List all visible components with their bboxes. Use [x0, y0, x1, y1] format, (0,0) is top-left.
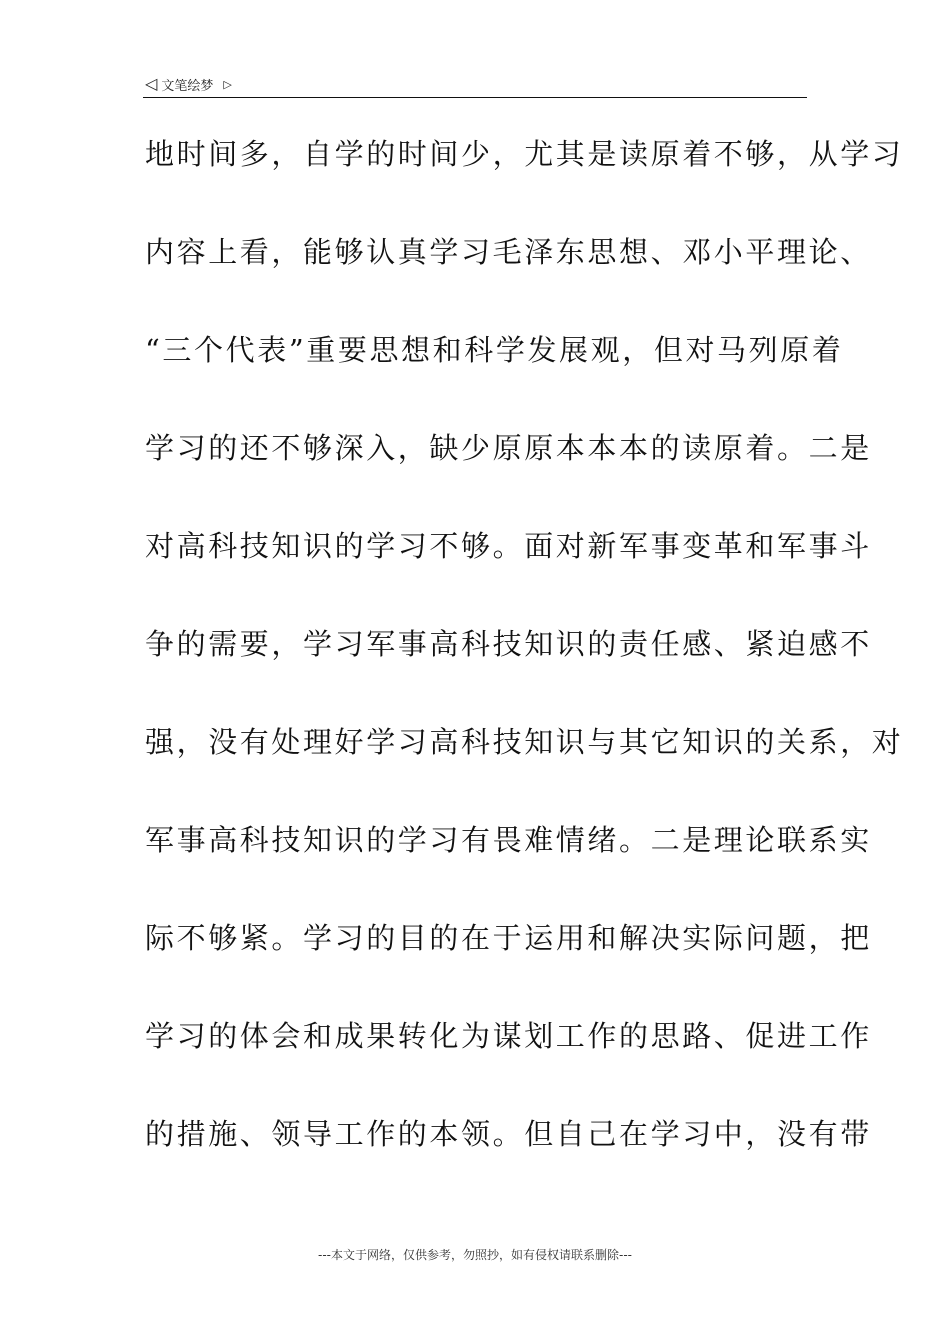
document-header	[145, 72, 232, 96]
footer-disclaimer: ---本文于网络，仅供参考，勿照抄，如有侵权请联系删除---	[318, 1248, 632, 1262]
text-line: “三个代表”重要思想和科学发展观，但对马列原着	[145, 333, 844, 367]
text-line: 地时间多，自学的时间少，尤其是读原着不够，从学习	[145, 137, 904, 171]
document-body	[145, 132, 904, 1210]
header-title: 文笔绘梦	[161, 78, 214, 94]
text-line: 对高科技知识的学习不够。面对新军事变革和军事斗	[145, 529, 872, 563]
triangle-right-icon: ▷	[223, 77, 232, 91]
text-line: 的措施、领导工作的本领。但自己在学习中，没有带	[145, 1117, 872, 1151]
text-line: 争的需要，学习军事高科技知识的责任感、紧迫感不	[145, 627, 872, 661]
text-line: 强，没有处理好学习高科技知识与其它知识的关系，对	[145, 725, 904, 759]
text-line: 内容上看，能够认真学习毛泽东思想、邓小平理论、	[145, 235, 872, 269]
text-line: 学习的还不够深入，缺少原原本本本的读原着。二是	[145, 431, 872, 465]
header-divider	[143, 97, 807, 98]
text-line: 际不够紧。学习的目的在于运用和解决实际问题，把	[145, 921, 872, 955]
text-line: 学习的体会和成果转化为谋划工作的思路、促进工作	[145, 1019, 872, 1053]
text-line: 军事高科技知识的学习有畏难情绪。二是理论联系实	[145, 823, 872, 857]
triangle-left-icon: ◁	[145, 74, 158, 93]
